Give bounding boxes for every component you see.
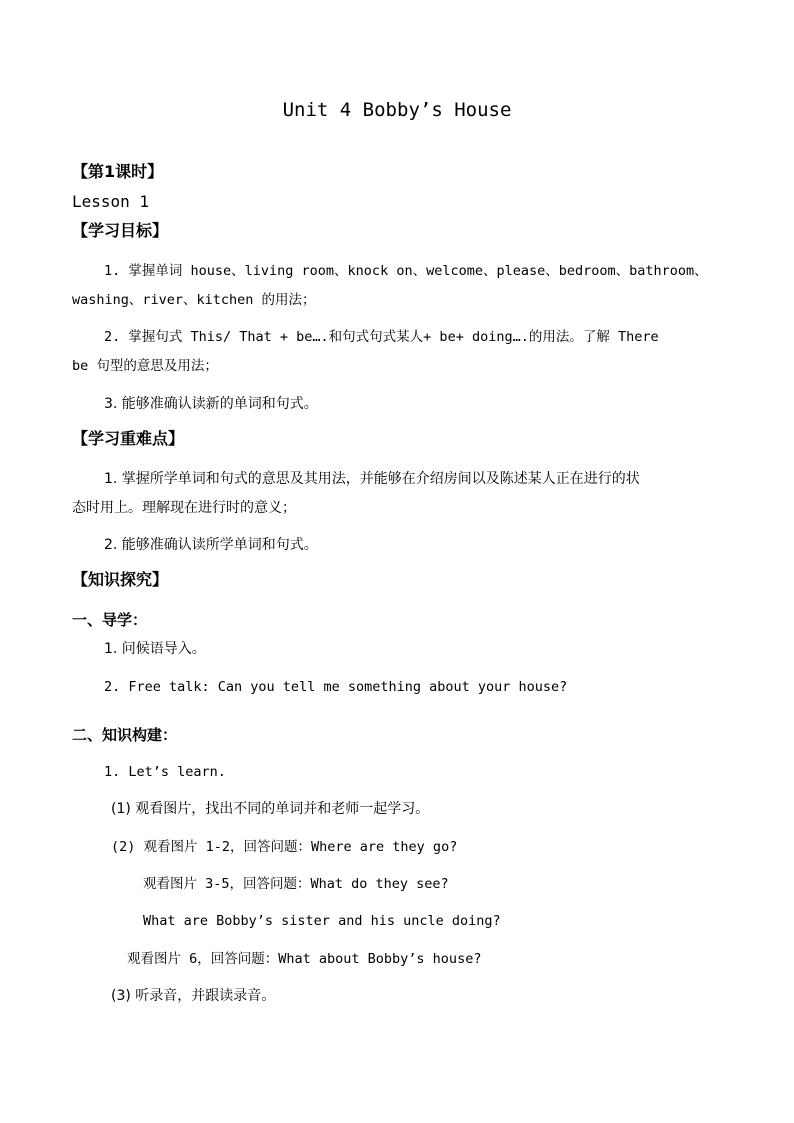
page-title: Unit 4 Bobby’s House [282, 99, 512, 121]
lesson-header: 【第1课时】 [72, 162, 164, 181]
goal-item-2-line-1: 2. 掌握句式 This/ That + be….和句式句式某人+ be+ doing….的用法。了解 There [104, 329, 659, 345]
build-sub-2a: (2) 观看图片 1-2，回答问题：Where are they go? [111, 839, 458, 855]
lesson-name: Lesson 1 [72, 192, 150, 211]
build-sub-2d: 观看图片 6，回答问题：What about Bobby’s house? [127, 951, 482, 967]
guide-item-2: 2. Free talk: Can you tell me something about your house? [104, 679, 568, 695]
guide-heading: 一、导学： [72, 611, 148, 629]
key-point-2: 2. 能够准确认读所学单词和句式。 [104, 537, 318, 553]
build-sub-3: (3) 听录音，并跟读录音。 [111, 988, 276, 1004]
build-heading: 二、知识构建： [72, 726, 178, 744]
goal-item-2-line-2: be 句型的意思及用法； [72, 358, 218, 374]
build-sub-1: (1) 观看图片，找出不同的单词并和老师一起学习。 [111, 801, 430, 817]
goal-item-3: 3. 能够准确认读新的单词和句式。 [104, 396, 318, 412]
goal-item-1-line-1: 1. 掌握单词 house、living room、knock on、welcome、please、bedroom、bathroom、 [104, 263, 708, 279]
explore-heading: 【知识探究】 [72, 570, 169, 589]
build-sub-2b: 观看图片 3-5，回答问题：What do they see? [143, 876, 449, 892]
key-point-1-line-1: 1. 掌握所学单词和句式的意思及其用法，并能够在介绍房间以及陈述某人正在进行的状 [104, 471, 640, 487]
goals-heading: 【学习目标】 [72, 221, 169, 240]
build-item-1: 1. Let’s learn. [104, 764, 226, 780]
key-points-heading: 【学习重难点】 [72, 429, 185, 448]
build-sub-2c: What are Bobby’s sister and his uncle doing? [143, 913, 501, 929]
key-point-1-line-2: 态时用上。理解现在进行时的意义； [72, 500, 296, 516]
guide-item-1: 1. 问候语导入。 [104, 641, 206, 657]
goal-item-1-line-2: washing、river、kitchen 的用法； [72, 292, 316, 308]
